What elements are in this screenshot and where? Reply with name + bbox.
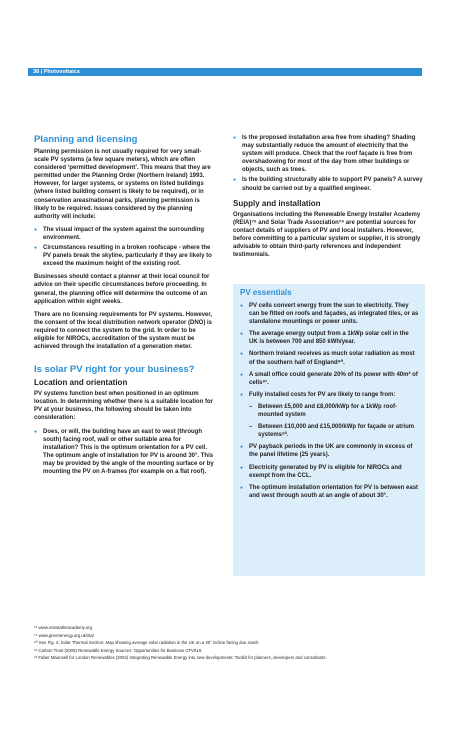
list-item: ● The average energy output from a 1kWp solar cell in the UK is between 700 and 850 kWh/year.	[240, 330, 419, 346]
list-item: ● Circumstances resulting in a broken roofscape - where the PV panels break the skyline, particularly if they are likely to exceed the maximum height of the existing roof.	[34, 244, 214, 268]
supply-paragraph: Organisations including the Renewable Energy Installer Academy (REIA)⁷⁸ and Solar Trade Association⁷⁹ are potential sources for contact details of suppliers of PV and local installers. However, before committing to a particular system or supplier, it is strongly advisable to obtain third-party references and independent testimonials.	[233, 211, 421, 259]
location-title: Location and orientation	[34, 378, 128, 388]
supply-title: Supply and installation	[233, 198, 321, 208]
list-item: ● PV payback periods in the UK are commonly in excess of the panel lifetime (25 years).	[240, 443, 419, 459]
planning-paragraph-2: Businesses should contact a planner at their local council for advice on their specific circumstances before proceeding. In general, the planning office will determine the outcome of an application within eight weeks.	[34, 274, 210, 305]
planning-paragraph-3: There are no licensing requirements for PV systems. However, the consent of the local distribution network operator (DNO) is required to connect the system to the grid. In order to be eligible for NIROCs, accreditation of the system must be achieved through the installation of a generation meter.	[34, 311, 213, 351]
essentials-list-2	[240, 443, 419, 500]
list-item: ● The optimum installation orientation for PV is between east and west through south at an angle of about 30°.	[240, 484, 419, 500]
list-item: ● Fully installed costs for PV are likely to range from:	[240, 391, 419, 399]
planning-bullets	[34, 226, 214, 268]
footnote: ⁷⁹ www.greenenergy.org.uk/sta/	[34, 632, 94, 638]
solar-right-title: Is solar PV right for your business?	[34, 364, 195, 376]
footnotes	[34, 624, 429, 662]
location-bullets	[34, 428, 214, 477]
list-item: ● Does, or will, the building have an east to west (through south) facing roof, wall or other suitable area for installation? This is the optimum orientation for a PV cell. The optimum angle of installation for PV is around 30°. This may be provided by the angle of the mounting surface or by mounting the PV on A-frames (for example on a flat roof).	[34, 428, 214, 477]
right-column	[233, 134, 425, 264]
page-label: 38 | Photovoltaics	[33, 69, 80, 75]
planning-paragraph-1: Planning permission is not usually required for very small-scale PV systems (a few square meters), which are often considered ‘permitted development’. This means that they are permitted under the Planning Order (Northern Ireland) 1993. However, for larger systems, or systems on listed buildings (where listed building consent is likely to be required), or in conservation areas/national parks, planning permission is likely to be required. Issues considered by the planning authority will include:	[34, 149, 211, 220]
list-item: ● Electricity generated by PV is eligible for NIROCs and exempt from the CCL.	[240, 464, 419, 480]
cost-list	[249, 403, 419, 439]
list-item: ● Northern Ireland receives as much solar radiation as most of the southern half of England⁸⁰.	[240, 350, 419, 366]
footnote: ⁸² Faber Maunsell for London Renewables (2004) Integrating Renewable Energy into new developments: Toolkit for planners, developers and consultants	[34, 655, 326, 660]
footnote: ⁷⁸ www.reinstalleracademy.org	[34, 625, 92, 630]
planning-title: Planning and licensing	[34, 134, 138, 145]
page-header-bar	[28, 68, 422, 76]
list-item: ● Is the proposed installation area free from shading? Shading may substantially reduce the amount of electricity that the system will produce. Check that the roof façade is free from overshadowing for most of the day from other buildings or objects, such as trees.	[233, 134, 425, 174]
location-paragraph: PV systems function best when positioned in an optimum location. In determining whether there is a suitable location for PV at your business, the following should be taken into consideration:	[34, 391, 214, 422]
left-column	[34, 134, 214, 481]
list-item: ● Is the building structurally able to support PV panels? A survey should be carried out by a qualified engineer.	[233, 176, 425, 192]
list-item: ● A small office could generate 20% of its power with 40m² of cells⁸¹.	[240, 371, 419, 387]
list-item: ● The visual impact of the system against the surrounding environment.	[34, 226, 214, 242]
footnote: ⁸⁰ See Fig. 4, Solar Thermal Section: Map showing average solar radiation in the UK on a 30° incline facing due south.	[34, 640, 260, 645]
pv-essentials-box	[233, 284, 425, 576]
pv-essentials-title: PV essentials	[240, 288, 292, 297]
list-item: ● PV cells convert energy from the sun to electricity. They can be fitted on roofs and façades, as integrated tiles, or as standalone mountings or power units.	[240, 302, 419, 326]
shading-bullets	[233, 134, 425, 193]
list-item: – Between £5,000 and £8,000/kWp for a 1kWp roof-mounted system	[249, 403, 419, 419]
essentials-list	[240, 302, 419, 399]
list-item: – Between £10,000 and £15,000/kWp for façade or atrium systems⁸².	[249, 423, 419, 439]
footnote: ⁸¹ Carbon Trust (2005) Renewable Energy Sources: Opportunities for Business CTV010.	[34, 647, 203, 653]
